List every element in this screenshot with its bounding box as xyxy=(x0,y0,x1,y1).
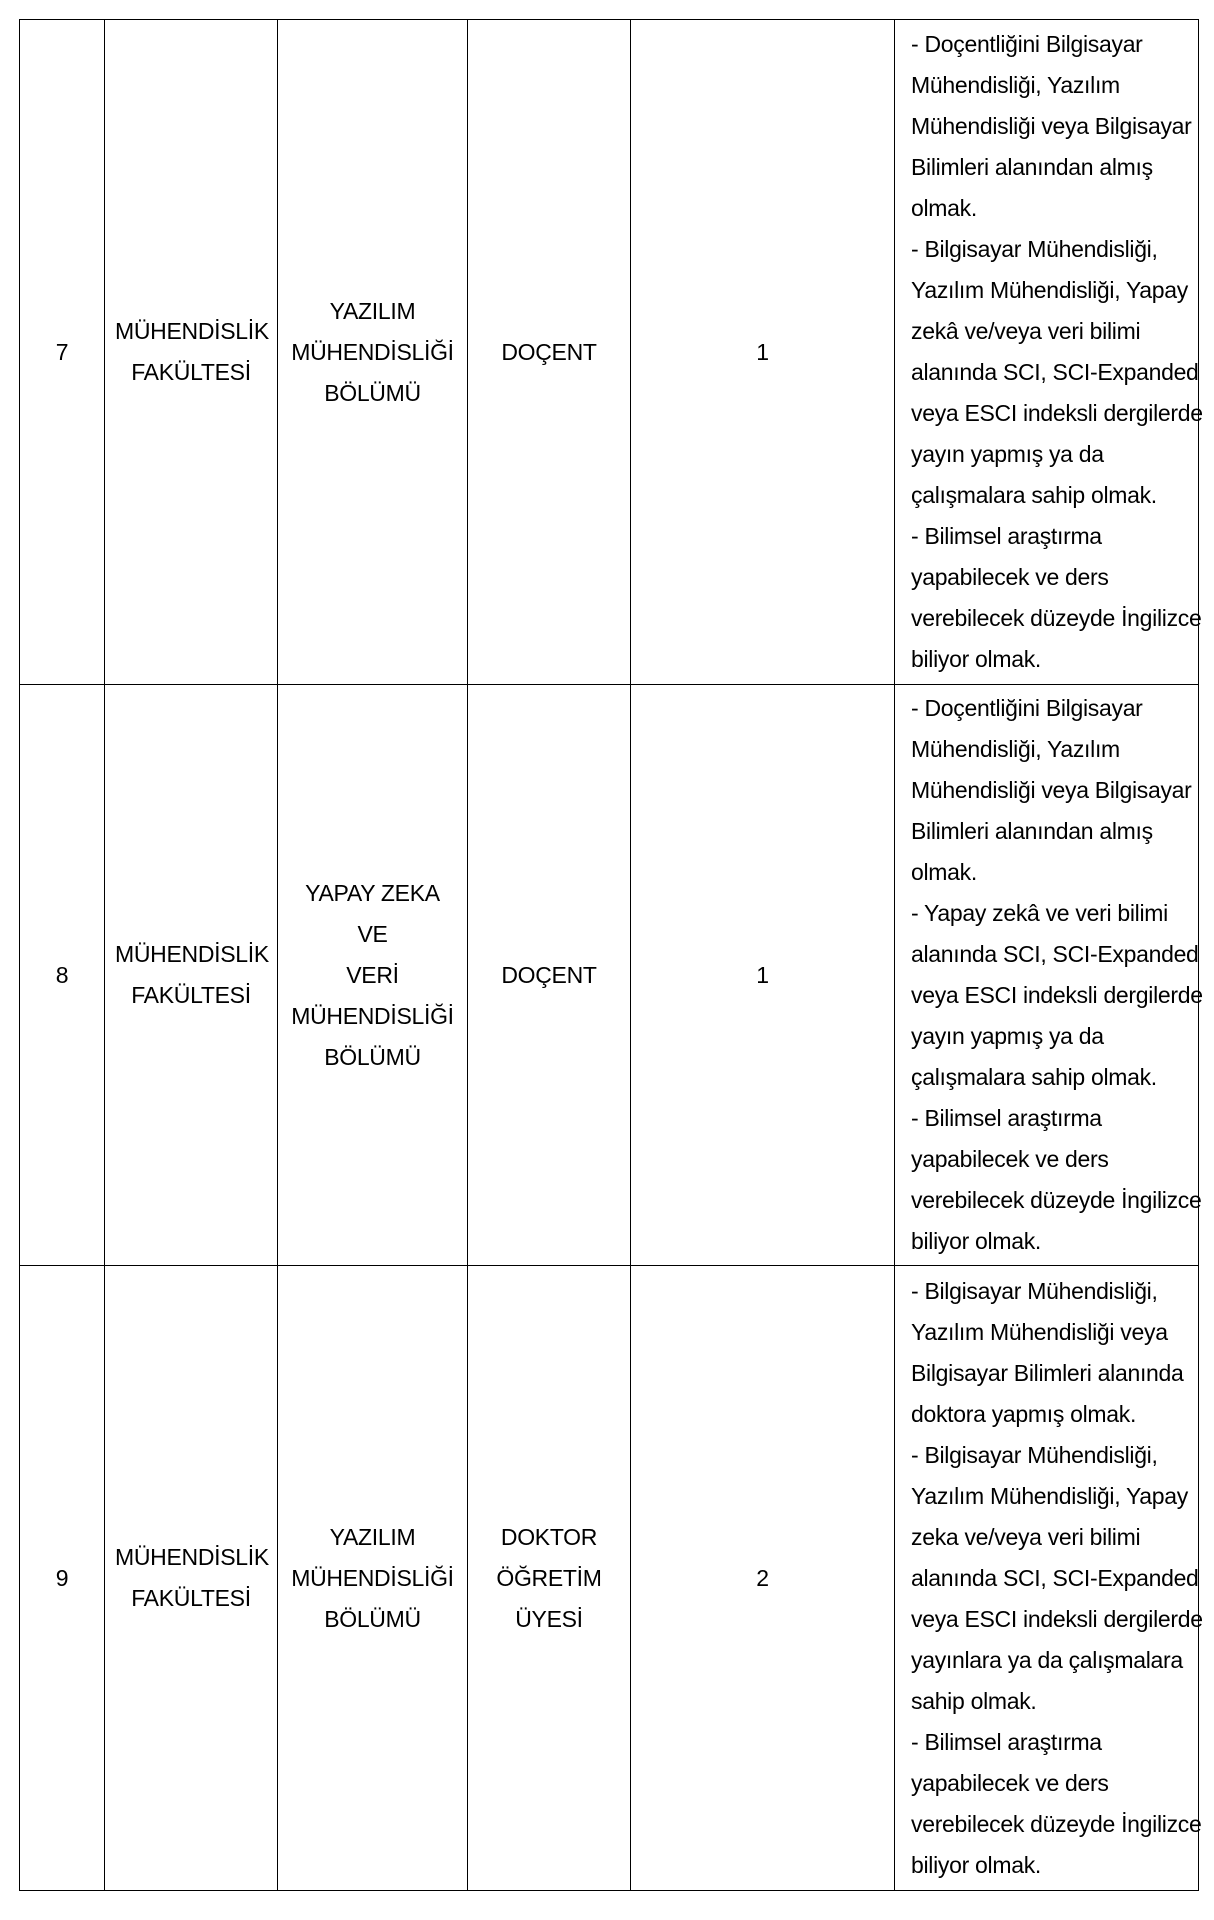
requirements-cell xyxy=(895,1266,1203,1891)
requirement-line: Mühendisliği veya Bilgisayar xyxy=(911,113,1192,139)
faculty-cell xyxy=(105,685,278,1266)
faculty-line: MÜHENDİSLİK xyxy=(115,941,269,967)
table-row xyxy=(20,685,1199,1266)
table-body xyxy=(20,20,1203,1891)
requirement-line: zekâ ve/veya veri bilimi xyxy=(911,318,1141,344)
faculty-line: MÜHENDİSLİK xyxy=(115,318,269,344)
requirement-line: verebilecek düzeyde İngilizce xyxy=(911,1187,1202,1213)
requirement-line: - Yapay zekâ ve veri bilimi xyxy=(911,900,1168,926)
faculty-line: FAKÜLTESİ xyxy=(131,982,251,1008)
title-line: ÜYESİ xyxy=(515,1605,583,1632)
faculty-line: FAKÜLTESİ xyxy=(131,1585,251,1611)
table-row xyxy=(20,1266,1199,1891)
requirements-cell xyxy=(895,20,1203,685)
requirement-line: Yazılım Mühendisliği, Yapay xyxy=(911,277,1188,303)
requirement-line: - Doçentliğini Bilgisayar xyxy=(911,31,1143,57)
requirement-line: yapabilecek ve ders xyxy=(911,1146,1109,1172)
department-line: VERİ xyxy=(346,961,399,988)
requirement-line: - Bilgisayar Mühendisliği, xyxy=(911,236,1158,262)
requirement-line: biliyor olmak. xyxy=(911,1228,1042,1254)
requirement-line: olmak. xyxy=(911,859,977,885)
count-cell: 1 xyxy=(631,20,895,685)
requirement-line: çalışmalara sahip olmak. xyxy=(911,482,1157,508)
requirement-line: - Bilimsel araştırma xyxy=(911,523,1102,549)
requirement-line: alanında SCI, SCI-Expanded xyxy=(911,359,1199,385)
requirement-line: - Bilgisayar Mühendisliği, xyxy=(911,1277,1158,1304)
department-line: BÖLÜMÜ xyxy=(324,1043,421,1070)
requirement-line: biliyor olmak. xyxy=(911,646,1042,672)
requirement-line: Mühendisliği veya Bilgisayar xyxy=(911,777,1192,803)
requirement-line: - Bilgisayar Mühendisliği, xyxy=(911,1441,1158,1468)
department-cell xyxy=(278,1266,468,1891)
requirement-line: veya ESCI indeksli dergilerde xyxy=(911,400,1203,426)
requirement-line: - Bilimsel araştırma xyxy=(911,1728,1102,1755)
title-line: ÖĞRETİM xyxy=(496,1564,602,1591)
requirement-line: zeka ve/veya veri bilimi xyxy=(911,1523,1141,1550)
department-line: MÜHENDİSLİĞİ xyxy=(291,1002,454,1029)
requirement-line: Yazılım Mühendisliği veya xyxy=(911,1318,1168,1345)
department-line: MÜHENDİSLİĞİ xyxy=(291,1564,454,1591)
row-number-cell: 7 xyxy=(20,20,105,685)
row-number-cell: 8 xyxy=(20,685,105,1266)
requirement-line: Mühendisliği, Yazılım xyxy=(911,736,1120,762)
requirement-line: - Bilimsel araştırma xyxy=(911,1105,1102,1131)
requirement-line: verebilecek düzeyde İngilizce xyxy=(911,605,1202,631)
requirement-line: Mühendisliği, Yazılım xyxy=(911,72,1120,98)
requirement-line: veya ESCI indeksli dergilerde xyxy=(911,982,1203,1008)
department-cell xyxy=(278,685,468,1266)
title-line: DOÇENT xyxy=(501,961,597,988)
requirement-line: verebilecek düzeyde İngilizce xyxy=(911,1810,1202,1837)
requirement-line: Bilimleri alanından almış xyxy=(911,818,1153,844)
requirement-line: Yazılım Mühendisliği, Yapay xyxy=(911,1482,1188,1509)
title-cell xyxy=(468,685,631,1266)
department-cell xyxy=(278,20,468,685)
requirement-line: doktora yapmış olmak. xyxy=(911,1400,1137,1427)
requirement-line: sahip olmak. xyxy=(911,1687,1037,1714)
department-line: MÜHENDİSLİĞİ xyxy=(291,338,454,365)
faculty-cell xyxy=(105,20,278,685)
department-line: YAZILIM xyxy=(329,1523,416,1550)
requirement-line: veya ESCI indeksli dergilerde xyxy=(911,1605,1203,1632)
requirement-line: çalışmalara sahip olmak. xyxy=(911,1064,1157,1090)
title-line: DOKTOR xyxy=(500,1523,598,1550)
department-line: YAZILIM xyxy=(329,297,416,324)
title-line: DOÇENT xyxy=(501,338,597,365)
department-line: BÖLÜMÜ xyxy=(324,379,421,406)
requirement-line: yayınlara ya da çalışmalara xyxy=(911,1646,1183,1673)
requirements-cell xyxy=(895,685,1203,1266)
department-line: BÖLÜMÜ xyxy=(324,1605,421,1632)
title-cell xyxy=(468,20,631,685)
count-cell: 2 xyxy=(631,1266,895,1891)
count-cell: 1 xyxy=(631,685,895,1266)
requirement-line: alanında SCI, SCI-Expanded xyxy=(911,1564,1199,1591)
requirement-line: - Doçentliğini Bilgisayar xyxy=(911,695,1143,721)
requirement-line: alanında SCI, SCI-Expanded xyxy=(911,941,1199,967)
faculty-cell xyxy=(105,1266,278,1891)
requirement-line: biliyor olmak. xyxy=(911,1851,1042,1878)
department-line: YAPAY ZEKA VE xyxy=(305,879,440,947)
requirement-line: Bilimleri alanından almış xyxy=(911,154,1153,180)
positions-table xyxy=(19,19,1203,1891)
requirement-line: olmak. xyxy=(911,195,977,221)
faculty-line: MÜHENDİSLİK xyxy=(115,1544,269,1570)
title-cell xyxy=(468,1266,631,1891)
requirement-line: yayın yapmış ya da xyxy=(911,1023,1104,1049)
requirement-line: Bilgisayar Bilimleri alanında xyxy=(911,1359,1184,1386)
row-number-cell: 9 xyxy=(20,1266,105,1891)
faculty-line: FAKÜLTESİ xyxy=(131,359,251,385)
requirement-line: yayın yapmış ya da xyxy=(911,441,1104,467)
requirement-line: yapabilecek ve ders xyxy=(911,564,1109,590)
requirement-line: yapabilecek ve ders xyxy=(911,1769,1109,1796)
table-row xyxy=(20,20,1199,685)
